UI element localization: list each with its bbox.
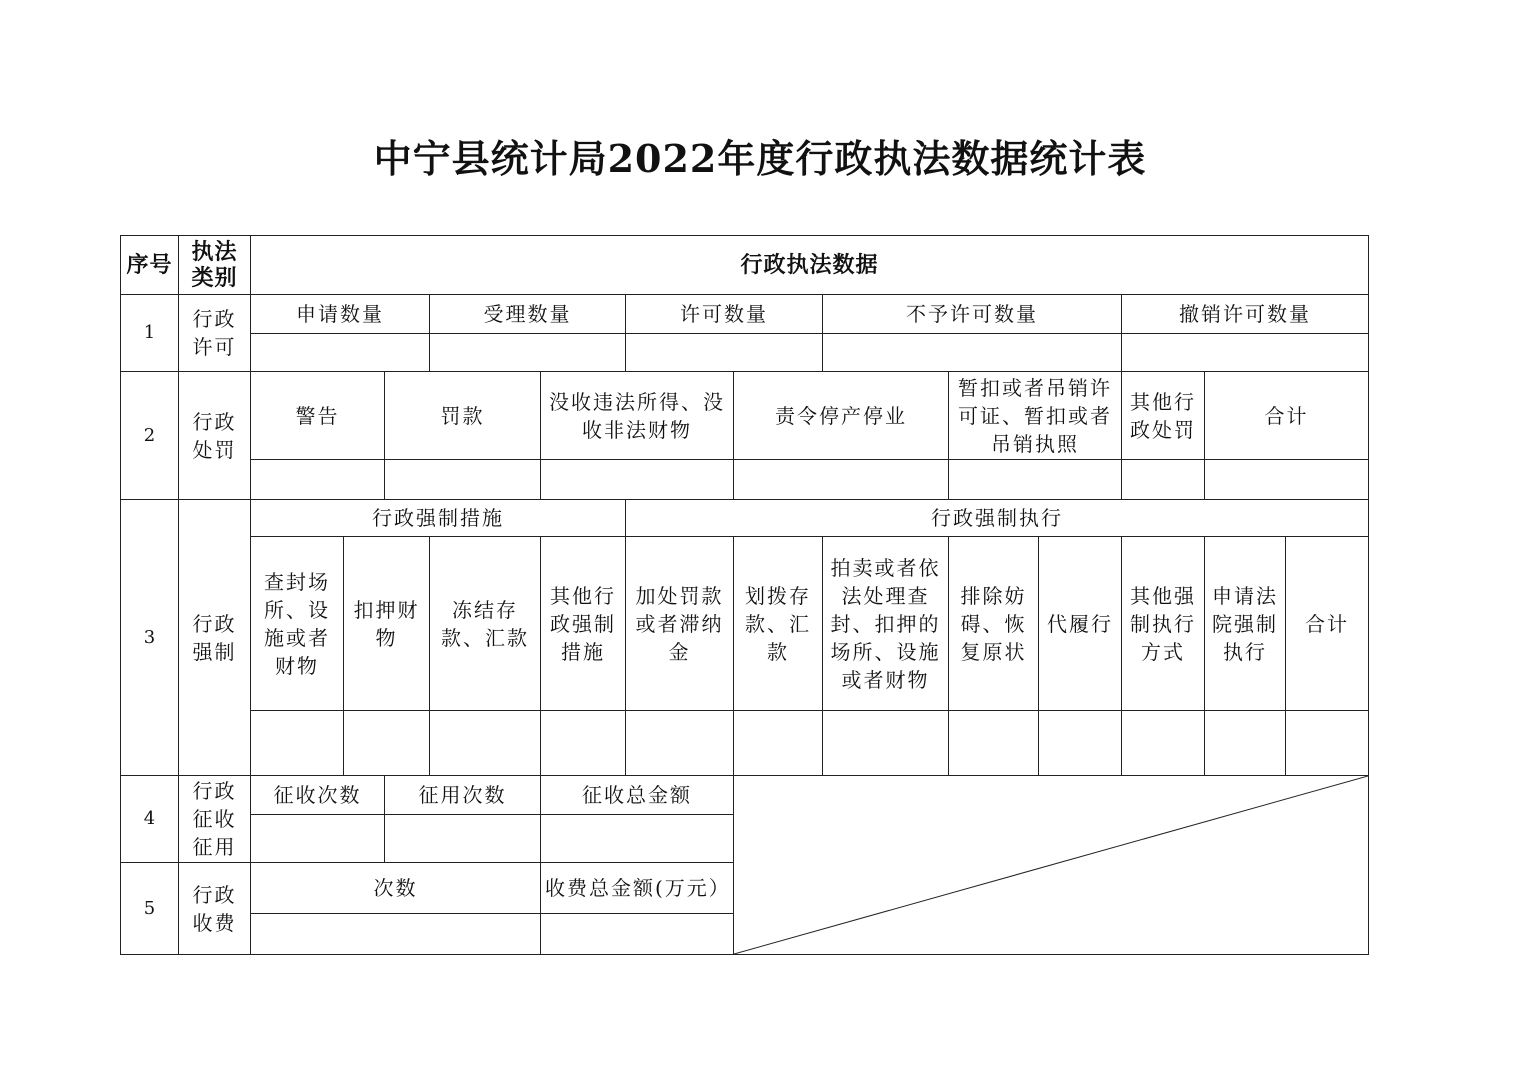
row3-col-other-measures: 其他行政强制措施 (541, 537, 626, 711)
row3-value-cell[interactable] (626, 711, 734, 776)
statistics-table-container (120, 235, 1368, 955)
row3-col-remove-obstruction: 排除妨碍、恢复原状 (949, 537, 1039, 711)
row3-group-coercive-measures: 行政强制措施 (251, 500, 626, 537)
row5-col-fee-amount: 收费总金额(万元） (541, 863, 734, 914)
row2-col-warning: 警告 (251, 372, 385, 460)
row1-value-cell[interactable] (430, 334, 626, 372)
row2-col-total: 合计 (1205, 372, 1369, 460)
row5-number: 5 (121, 863, 179, 955)
row1-value-cell[interactable] (823, 334, 1122, 372)
row2-value-cell[interactable] (385, 460, 541, 500)
row3-value-cell[interactable] (734, 711, 823, 776)
row3-col-other-execution: 其他强制执行方式 (1122, 537, 1205, 711)
row3-category: 行政强制 (179, 500, 251, 776)
row3-col-seize-property: 扣押财物 (344, 537, 430, 711)
row5-category: 行政收费 (179, 863, 251, 955)
row4-value-cell[interactable] (251, 815, 385, 863)
row1-col-denied-count: 不予许可数量 (823, 295, 1122, 334)
row3-value-cell[interactable] (430, 711, 541, 776)
row2-col-suspension: 责令停产停业 (734, 372, 949, 460)
row1-number: 1 (121, 295, 179, 372)
row5-col-fee-count: 次数 (251, 863, 541, 914)
row3-value-cell[interactable] (949, 711, 1039, 776)
row1-value-cell[interactable] (626, 334, 823, 372)
diagonal-line (734, 776, 1368, 954)
row4-col-requisition-count: 征用次数 (385, 776, 541, 815)
row3-value-cell[interactable] (541, 711, 626, 776)
row1-category: 行政许可 (179, 295, 251, 372)
page-title: 中宁县统计局2022年度行政执法数据统计表 (373, 136, 1147, 181)
row4-category: 行政征收征用 (179, 776, 251, 863)
row3-value-cell[interactable] (1205, 711, 1286, 776)
row2-value-cell[interactable] (949, 460, 1122, 500)
row3-col-substitute-performance: 代履行 (1039, 537, 1122, 711)
row3-col-total: 合计 (1286, 537, 1369, 711)
diagonal-blank-cell (734, 776, 1369, 955)
row3-group-coercive-execution: 行政强制执行 (626, 500, 1369, 537)
row3-number: 3 (121, 500, 179, 776)
row4-col-levy-amount: 征收总金额 (541, 776, 734, 815)
header-enforcement-data: 行政执法数据 (251, 236, 1369, 295)
row3-value-cell[interactable] (1039, 711, 1122, 776)
row4-value-cell[interactable] (385, 815, 541, 863)
row2-value-cell[interactable] (734, 460, 949, 500)
row3-col-auction: 拍卖或者依法处理查封、扣押的场所、设施或者财物 (823, 537, 949, 711)
row1-col-revoked-count: 撤销许可数量 (1122, 295, 1369, 334)
row2-value-cell[interactable] (251, 460, 385, 500)
row2-col-fine: 罚款 (385, 372, 541, 460)
row3-value-cell[interactable] (251, 711, 344, 776)
row2-col-confiscation: 没收违法所得、没收非法财物 (541, 372, 734, 460)
row3-col-seal-up: 查封场所、设施或者财物 (251, 537, 344, 711)
row3-col-court-enforcement: 申请法院强制执行 (1205, 537, 1286, 711)
row3-col-freeze-deposits: 冻结存款、汇款 (430, 537, 541, 711)
row2-col-other-penalty: 其他行政处罚 (1122, 372, 1205, 460)
row2-number: 2 (121, 372, 179, 500)
row1-col-application-count: 申请数量 (251, 295, 430, 334)
row4-number: 4 (121, 776, 179, 863)
statistics-table (120, 235, 1369, 955)
row2-value-cell[interactable] (1122, 460, 1205, 500)
row3-col-transfer-deposits: 划拨存款、汇款 (734, 537, 823, 711)
row1-col-permit-count: 许可数量 (626, 295, 823, 334)
header-category: 执法类别 (179, 236, 251, 295)
row3-value-cell[interactable] (344, 711, 430, 776)
row1-col-accepted-count: 受理数量 (430, 295, 626, 334)
row4-col-levy-count: 征收次数 (251, 776, 385, 815)
row5-value-cell[interactable] (251, 914, 541, 955)
row3-col-additional-fine: 加处罚款或者滞纳金 (626, 537, 734, 711)
row2-value-cell[interactable] (541, 460, 734, 500)
row1-value-cell[interactable] (251, 334, 430, 372)
row3-value-cell[interactable] (823, 711, 949, 776)
row2-category: 行政处罚 (179, 372, 251, 500)
row4-value-cell[interactable] (541, 815, 734, 863)
header-seq: 序号 (121, 236, 179, 295)
row2-value-cell[interactable] (1205, 460, 1369, 500)
row3-value-cell[interactable] (1286, 711, 1369, 776)
row1-value-cell[interactable] (1122, 334, 1369, 372)
row3-value-cell[interactable] (1122, 711, 1205, 776)
row5-value-cell[interactable] (541, 914, 734, 955)
row2-col-license-revocation: 暂扣或者吊销许可证、暂扣或者吊销执照 (949, 372, 1122, 460)
